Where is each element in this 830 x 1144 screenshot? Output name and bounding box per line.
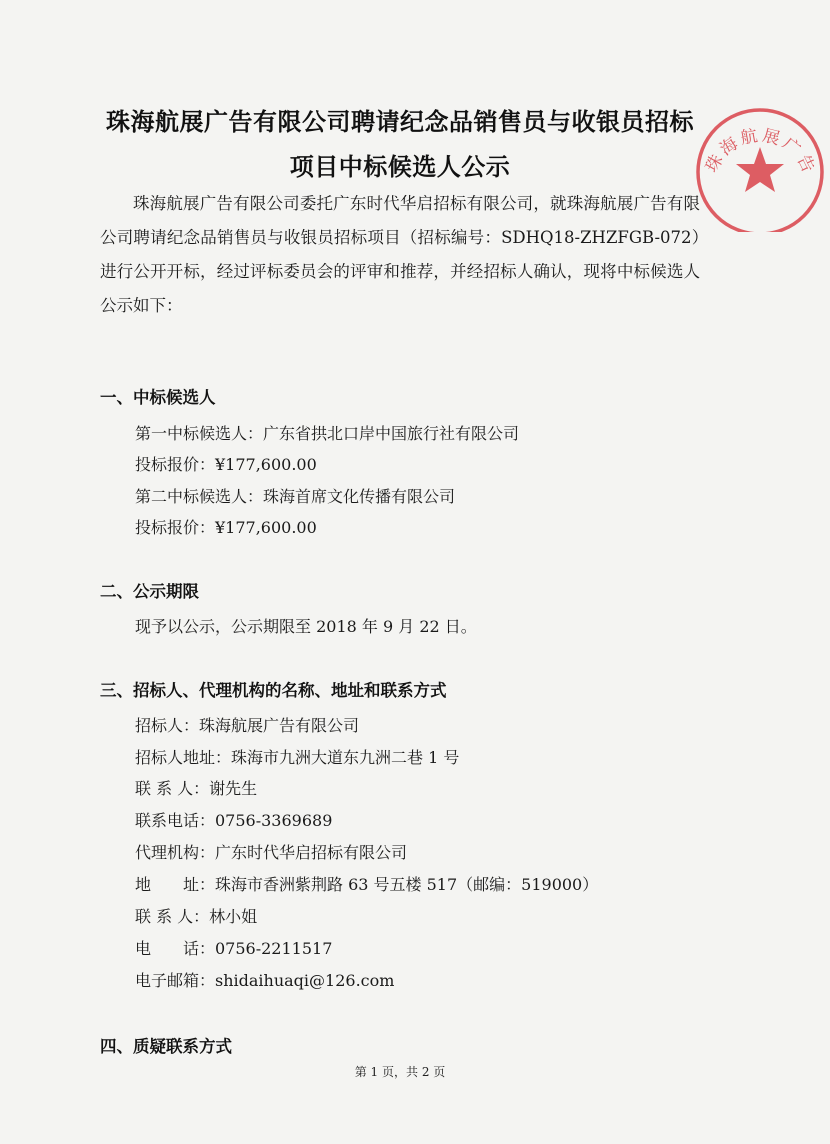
agency-name: 代理机构：广东时代华启招标有限公司 [135, 843, 408, 862]
section-heading-period: 二、公示期限 [100, 582, 199, 601]
document-title-line-1: 珠海航展广告有限公司聘请纪念品销售员与收银员招标 [106, 108, 694, 136]
intro-paragraph: 珠海航展广告有限公司委托广东时代华启招标有限公司，就珠海航展广告有限公司聘请纪念品销售员与收银员招标项目（招标编号：SDHQ18-ZHZFGB-072）进行公开开标，经过评标委员会的评审和推荐，并经招标人确认，现将中标候选人公示如下： [100, 194, 700, 315]
first-candidate: 第一中标候选人：广东省拱北口岸中国旅行社有限公司 [135, 424, 520, 443]
tenderer-address: 招标人地址：珠海市九洲大道东九洲二巷 1 号 [135, 748, 460, 767]
tenderer-contact: 联 系 人：谢先生 [135, 779, 258, 798]
page-number-footer: 第 1 页，共 2 页 [354, 1065, 446, 1079]
section-heading-candidates: 一、中标候选人 [100, 388, 216, 407]
second-candidate: 第二中标候选人：珠海首席文化传播有限公司 [135, 487, 456, 506]
publicity-period-text: 现予以公示，公示期限至 2018 年 9 月 22 日。 [135, 617, 477, 636]
agency-email: 电子邮箱：shidaihuaqi@126.com [135, 971, 395, 990]
second-candidate-bid: 投标报价：¥177,600.00 [135, 518, 317, 537]
document-title-line-2: 项目中标候选人公示 [289, 153, 511, 181]
agency-contact: 联 系 人：林小姐 [135, 907, 258, 926]
seal-text: 珠海航展广告 [701, 125, 820, 179]
tenderer-name: 招标人：珠海航展广告有限公司 [135, 716, 360, 735]
section-heading-objection: 四、质疑联系方式 [100, 1037, 232, 1056]
agency-address: 地 址：珠海市香洲紫荆路 63 号五楼 517（邮编：519000） [135, 875, 599, 894]
first-candidate-bid: 投标报价：¥177,600.00 [135, 455, 317, 474]
tenderer-phone: 联系电话：0756-3369689 [135, 811, 333, 830]
section-heading-contacts: 三、招标人、代理机构的名称、地址和联系方式 [100, 681, 447, 700]
agency-phone: 电 话：0756-2211517 [135, 939, 333, 958]
company-seal-icon [690, 92, 830, 232]
